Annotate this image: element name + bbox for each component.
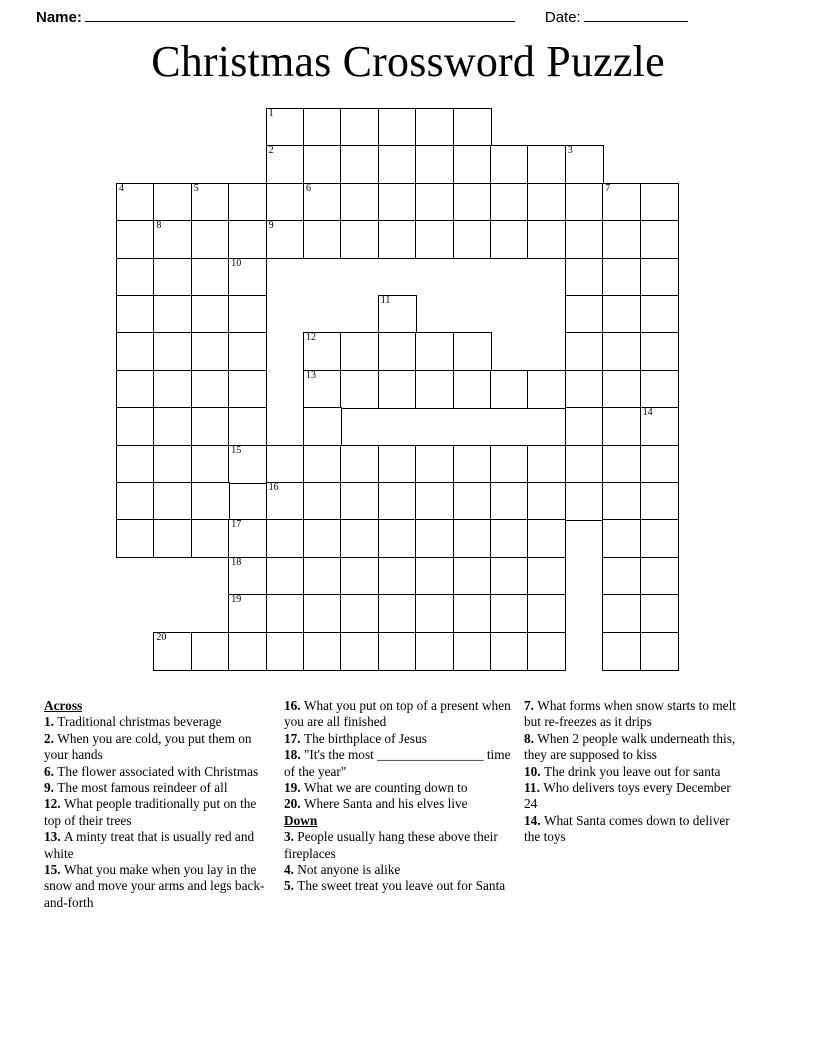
crossword-cell[interactable]: [640, 332, 679, 371]
crossword-cell[interactable]: [153, 632, 192, 671]
crossword-cell[interactable]: [191, 482, 230, 521]
crossword-cell[interactable]: [378, 632, 417, 671]
crossword-cell[interactable]: [191, 407, 230, 446]
crossword-cell[interactable]: [191, 332, 230, 371]
clue-number: 9.: [44, 780, 58, 796]
clue-number: 8.: [524, 730, 538, 746]
clue-text: "It's the most ________________ time of the year": [284, 747, 511, 779]
crossword-cell[interactable]: [153, 220, 192, 259]
crossword-cell[interactable]: [266, 108, 305, 147]
crossword-cell[interactable]: [378, 145, 417, 184]
crossword-cell[interactable]: [340, 594, 379, 633]
clue-item: [44, 764, 274, 780]
crossword-cell[interactable]: [415, 183, 454, 222]
cell-number: 17: [231, 519, 242, 531]
crossword-cell[interactable]: [378, 594, 417, 633]
cell-number: 15: [231, 444, 242, 456]
clue-text: The drink you leave out for santa: [543, 763, 721, 779]
crossword-cell[interactable]: [378, 183, 417, 222]
crossword-cell[interactable]: [378, 108, 417, 147]
clue-number: 19.: [284, 780, 304, 796]
crossword-cell[interactable]: [303, 594, 342, 633]
crossword-cell[interactable]: [303, 370, 342, 409]
crossword-cell[interactable]: [266, 482, 305, 521]
crossword-cell[interactable]: [453, 332, 492, 371]
clue-text: What you put on top of a present when you are all finished: [284, 698, 511, 730]
crossword-cell[interactable]: [116, 370, 155, 409]
crossword-cell[interactable]: [266, 632, 305, 671]
crossword-cell[interactable]: [266, 557, 305, 596]
crossword-cell[interactable]: [640, 220, 679, 259]
clue-section: [44, 698, 772, 948]
crossword-cell[interactable]: [191, 632, 230, 671]
clue-column-3: [524, 698, 754, 948]
crossword-cell[interactable]: [340, 519, 379, 558]
crossword-cell[interactable]: [266, 183, 305, 222]
crossword-cell[interactable]: [303, 557, 342, 596]
crossword-cell[interactable]: [266, 220, 305, 259]
crossword-cell[interactable]: [640, 407, 679, 446]
clue-number: 11.: [524, 780, 544, 796]
crossword-cell[interactable]: [602, 445, 641, 484]
crossword-cell[interactable]: [527, 632, 566, 671]
header-fields: [36, 0, 780, 26]
crossword-cell[interactable]: [640, 183, 679, 222]
clue-text: The most famous reindeer of all: [57, 780, 228, 796]
crossword-cell[interactable]: [116, 482, 155, 521]
crossword-cell[interactable]: [453, 145, 492, 184]
crossword-cell[interactable]: [640, 482, 679, 521]
crossword-cell[interactable]: [191, 519, 230, 558]
crossword-cell[interactable]: [490, 370, 529, 409]
cell-number: 19: [231, 594, 242, 606]
crossword-cell[interactable]: [415, 108, 454, 147]
clue-number: 1.: [44, 714, 58, 730]
crossword-cell[interactable]: [340, 183, 379, 222]
crossword-cell[interactable]: [453, 370, 492, 409]
crossword-cell[interactable]: [191, 183, 230, 222]
clue-item: [44, 796, 274, 829]
cell-number: 14: [642, 407, 653, 419]
crossword-cell[interactable]: [527, 594, 566, 633]
cell-number: 10: [231, 257, 242, 269]
clue-item: [284, 878, 514, 894]
crossword-cell[interactable]: [116, 445, 155, 484]
crossword-cell[interactable]: [116, 295, 155, 334]
clue-text: Not anyone is alike: [297, 862, 401, 878]
crossword-cell[interactable]: [153, 295, 192, 334]
crossword-cell[interactable]: [340, 220, 379, 259]
crossword-cell[interactable]: [228, 519, 267, 558]
clue-column-1: [44, 698, 284, 948]
crossword-cell[interactable]: [228, 407, 267, 446]
cell-number: 2: [268, 145, 274, 157]
clue-number: 4.: [284, 862, 298, 878]
cell-number: 12: [306, 332, 316, 344]
name-field-group: [36, 8, 515, 26]
crossword-cell[interactable]: [565, 220, 604, 259]
crossword-cell[interactable]: [116, 220, 155, 259]
crossword-cell[interactable]: [116, 258, 155, 297]
crossword-cell[interactable]: [378, 519, 417, 558]
crossword-cell[interactable]: [602, 183, 641, 222]
clue-item: [44, 714, 274, 730]
clue-item: [284, 780, 514, 796]
crossword-cell[interactable]: [303, 482, 342, 521]
crossword-cell[interactable]: [602, 332, 641, 371]
crossword-cell[interactable]: [153, 370, 192, 409]
crossword-cell[interactable]: [266, 519, 305, 558]
clue-text: When 2 people walk underneath this, they are supposed to kiss: [524, 730, 736, 763]
clue-text: People usually hang these above their fireplaces: [284, 829, 498, 861]
clue-number: 7.: [524, 698, 538, 713]
crossword-cell[interactable]: [565, 407, 604, 446]
cell-number: 8: [156, 220, 162, 232]
crossword-cell[interactable]: [415, 519, 454, 558]
crossword-cell[interactable]: [378, 370, 417, 409]
crossword-cell[interactable]: [490, 445, 529, 484]
clue-text: What we are counting down to: [303, 780, 468, 796]
clue-number: 14.: [524, 812, 544, 828]
crossword-cell[interactable]: [415, 557, 454, 596]
crossword-cell[interactable]: [602, 519, 641, 558]
clue-text: When you are cold, you put them on your hands: [44, 730, 252, 763]
clue-number: 5.: [284, 878, 298, 894]
crossword-cell[interactable]: [527, 145, 566, 184]
crossword-cell[interactable]: [228, 220, 267, 259]
crossword-cell[interactable]: [116, 332, 155, 371]
crossword-cell[interactable]: [640, 557, 679, 596]
crossword-cell[interactable]: [565, 295, 604, 334]
cell-number: 3: [567, 145, 573, 157]
clue-item: [524, 698, 744, 731]
clue-number: 15.: [44, 862, 64, 878]
crossword-cell[interactable]: [153, 482, 192, 521]
crossword-cell[interactable]: [415, 445, 454, 484]
cell-number: 13: [306, 369, 316, 381]
crossword-cell[interactable]: [378, 332, 417, 371]
crossword-cell[interactable]: [191, 258, 230, 297]
crossword-cell[interactable]: [303, 519, 342, 558]
crossword-cell[interactable]: [602, 407, 641, 446]
crossword-cell[interactable]: [228, 183, 267, 222]
crossword-cell[interactable]: [640, 519, 679, 558]
down-heading: Down: [284, 812, 318, 828]
clue-item: [524, 731, 744, 764]
crossword-cell[interactable]: [565, 482, 604, 521]
clue-text: What you make when you lay in the snow and move your arms and legs back-and-forth: [44, 862, 265, 910]
crossword-cell[interactable]: [453, 183, 492, 222]
crossword-cell[interactable]: [602, 632, 641, 671]
cell-number: 16: [268, 482, 279, 493]
crossword-cell[interactable]: [640, 258, 679, 297]
crossword-cell[interactable]: [415, 482, 454, 521]
crossword-cell[interactable]: [191, 370, 230, 409]
crossword-cell[interactable]: [490, 145, 529, 184]
clue-text: Where Santa and his elves live: [303, 796, 468, 812]
clue-number: 2.: [44, 730, 58, 746]
crossword-cell[interactable]: [453, 445, 492, 484]
crossword-cell[interactable]: [565, 370, 604, 409]
clue-item: [44, 780, 274, 796]
crossword-cell[interactable]: [153, 183, 192, 222]
crossword-cell[interactable]: [490, 220, 529, 259]
crossword-cell[interactable]: [640, 632, 679, 671]
crossword-cell[interactable]: [415, 632, 454, 671]
crossword-cell[interactable]: [453, 519, 492, 558]
crossword-cell[interactable]: [453, 482, 492, 521]
crossword-cell[interactable]: [228, 445, 267, 484]
crossword-cell[interactable]: [490, 557, 529, 596]
crossword-cell[interactable]: [378, 482, 417, 521]
crossword-cell[interactable]: [266, 145, 305, 184]
crossword-cell[interactable]: [340, 632, 379, 671]
crossword-cell[interactable]: [340, 332, 379, 371]
clue-number: 17.: [284, 730, 304, 746]
crossword-cell[interactable]: [602, 370, 641, 409]
crossword-cell[interactable]: [191, 295, 230, 334]
clue-text: What forms when snow starts to melt but re-freezes as it drips: [524, 698, 736, 730]
clue-number: 20.: [284, 796, 304, 812]
crossword-cell[interactable]: [565, 332, 604, 371]
crossword-cell[interactable]: [527, 370, 566, 409]
crossword-cell[interactable]: [565, 183, 604, 222]
clue-item: [524, 764, 744, 780]
date-input-rule[interactable]: [584, 8, 688, 22]
cell-number: 18: [231, 556, 242, 568]
crossword-cell[interactable]: [303, 145, 342, 184]
clue-item: [44, 829, 274, 862]
clue-text: The sweet treat you leave out for Santa: [297, 878, 506, 894]
crossword-grid[interactable]: [116, 108, 700, 688]
cell-number: 6: [306, 182, 311, 194]
crossword-cell[interactable]: [640, 445, 679, 484]
crossword-cell[interactable]: [340, 108, 379, 147]
crossword-cell[interactable]: [116, 183, 155, 222]
cell-number: 11: [380, 295, 391, 306]
cell-number: 4: [119, 182, 124, 194]
clue-text: A minty treat that is usually red and white: [44, 829, 255, 861]
crossword-cell[interactable]: [602, 482, 641, 521]
clue-item: [524, 780, 744, 813]
clue-item: [284, 747, 514, 780]
crossword-cell[interactable]: [640, 594, 679, 633]
crossword-cell[interactable]: [453, 108, 492, 147]
date-label: Date:: [544, 9, 581, 26]
crossword-cell[interactable]: [415, 594, 454, 633]
crossword-cell[interactable]: [565, 145, 604, 184]
crossword-cell[interactable]: [602, 295, 641, 334]
clue-text: The birthplace of Jesus: [303, 730, 427, 746]
crossword-cell[interactable]: [303, 445, 342, 484]
crossword-cell[interactable]: [228, 557, 267, 596]
crossword-cell[interactable]: [640, 295, 679, 334]
crossword-cell[interactable]: [266, 594, 305, 633]
crossword-cell[interactable]: [415, 370, 454, 409]
name-input-rule[interactable]: [85, 8, 515, 22]
crossword-cell[interactable]: [228, 295, 267, 334]
crossword-cell[interactable]: [565, 445, 604, 484]
crossword-cell[interactable]: [565, 258, 604, 297]
crossword-cell[interactable]: [228, 332, 267, 371]
crossword-cell[interactable]: [191, 445, 230, 484]
crossword-cell[interactable]: [228, 632, 267, 671]
crossword-cell[interactable]: [228, 258, 267, 297]
across-heading: Across: [44, 698, 83, 713]
crossword-cell[interactable]: [602, 594, 641, 633]
clue-number: 16.: [284, 698, 304, 713]
clue-number: 12.: [44, 796, 64, 812]
clue-item: [284, 698, 514, 731]
crossword-cell[interactable]: [303, 183, 342, 222]
cell-number: 20: [156, 631, 167, 643]
crossword-cell[interactable]: [153, 519, 192, 558]
crossword-cell[interactable]: [527, 557, 566, 596]
cell-number: 5: [193, 182, 199, 194]
crossword-cell[interactable]: [453, 220, 492, 259]
crossword-cell[interactable]: [153, 258, 192, 297]
crossword-cell[interactable]: [340, 557, 379, 596]
crossword-cell[interactable]: [527, 183, 566, 222]
clue-item: [284, 731, 514, 747]
crossword-cell[interactable]: [602, 220, 641, 259]
crossword-cell[interactable]: [490, 632, 529, 671]
crossword-cell[interactable]: [602, 557, 641, 596]
cell-number: 7: [605, 182, 611, 194]
clue-item: [524, 813, 744, 846]
clue-item: [284, 862, 514, 878]
clue-number: 6.: [44, 763, 58, 779]
crossword-cell[interactable]: [490, 183, 529, 222]
crossword-cell[interactable]: [453, 632, 492, 671]
crossword-cell[interactable]: [527, 220, 566, 259]
crossword-cell[interactable]: [228, 594, 267, 633]
crossword-cell[interactable]: [490, 594, 529, 633]
crossword-cell[interactable]: [191, 220, 230, 259]
crossword-cell[interactable]: [527, 519, 566, 558]
clue-number: 3.: [284, 829, 298, 845]
crossword-cell[interactable]: [378, 295, 417, 334]
clue-number: 13.: [44, 829, 64, 845]
crossword-cell[interactable]: [640, 370, 679, 409]
name-label: Name:: [36, 9, 82, 26]
crossword-cell[interactable]: [340, 145, 379, 184]
crossword-cell[interactable]: [303, 108, 342, 147]
crossword-cell[interactable]: [340, 445, 379, 484]
crossword-cell[interactable]: [453, 557, 492, 596]
crossword-cell[interactable]: [490, 482, 529, 521]
crossword-cell[interactable]: [527, 482, 566, 521]
crossword-cell[interactable]: [303, 632, 342, 671]
crossword-cell[interactable]: [116, 407, 155, 446]
crossword-cell[interactable]: [153, 407, 192, 446]
crossword-cell[interactable]: [116, 519, 155, 558]
clue-number: 10.: [524, 763, 544, 779]
clue-item: [284, 829, 514, 862]
crossword-cell[interactable]: [153, 445, 192, 484]
clue-text: The flower associated with Christmas: [57, 763, 259, 779]
crossword-cell[interactable]: [602, 258, 641, 297]
clue-item: [44, 862, 274, 911]
clue-number: 18.: [284, 747, 304, 763]
clue-item: [44, 731, 274, 764]
crossword-cell[interactable]: [303, 407, 342, 446]
crossword-cell[interactable]: [153, 332, 192, 371]
clue-text: What Santa comes down to deliver the toys: [524, 812, 730, 845]
clue-item: [284, 796, 514, 812]
crossword-cell[interactable]: [303, 220, 342, 259]
clue-column-2: [284, 698, 524, 948]
crossword-cell[interactable]: [415, 220, 454, 259]
crossword-cell[interactable]: [378, 557, 417, 596]
crossword-cell[interactable]: [228, 370, 267, 409]
crossword-cell[interactable]: [415, 145, 454, 184]
crossword-cell[interactable]: [303, 332, 342, 371]
cell-number: 9: [268, 220, 274, 232]
crossword-cell[interactable]: [490, 519, 529, 558]
crossword-cell[interactable]: [340, 482, 379, 521]
clue-text: Traditional christmas beverage: [57, 714, 222, 730]
crossword-cell[interactable]: [378, 445, 417, 484]
crossword-cell[interactable]: [527, 445, 566, 484]
crossword-cell[interactable]: [266, 445, 305, 484]
cell-number: 1: [268, 108, 274, 119]
crossword-cell[interactable]: [453, 594, 492, 633]
date-field-group: [545, 8, 688, 26]
crossword-cell[interactable]: [378, 220, 417, 259]
clue-text: Who delivers toys every December 24: [524, 780, 731, 812]
crossword-cell[interactable]: [415, 332, 454, 371]
clue-text: What people traditionally put on the top of their trees: [44, 796, 257, 828]
page-title: Christmas Crossword Puzzle: [151, 37, 665, 86]
crossword-cell[interactable]: [340, 370, 379, 409]
